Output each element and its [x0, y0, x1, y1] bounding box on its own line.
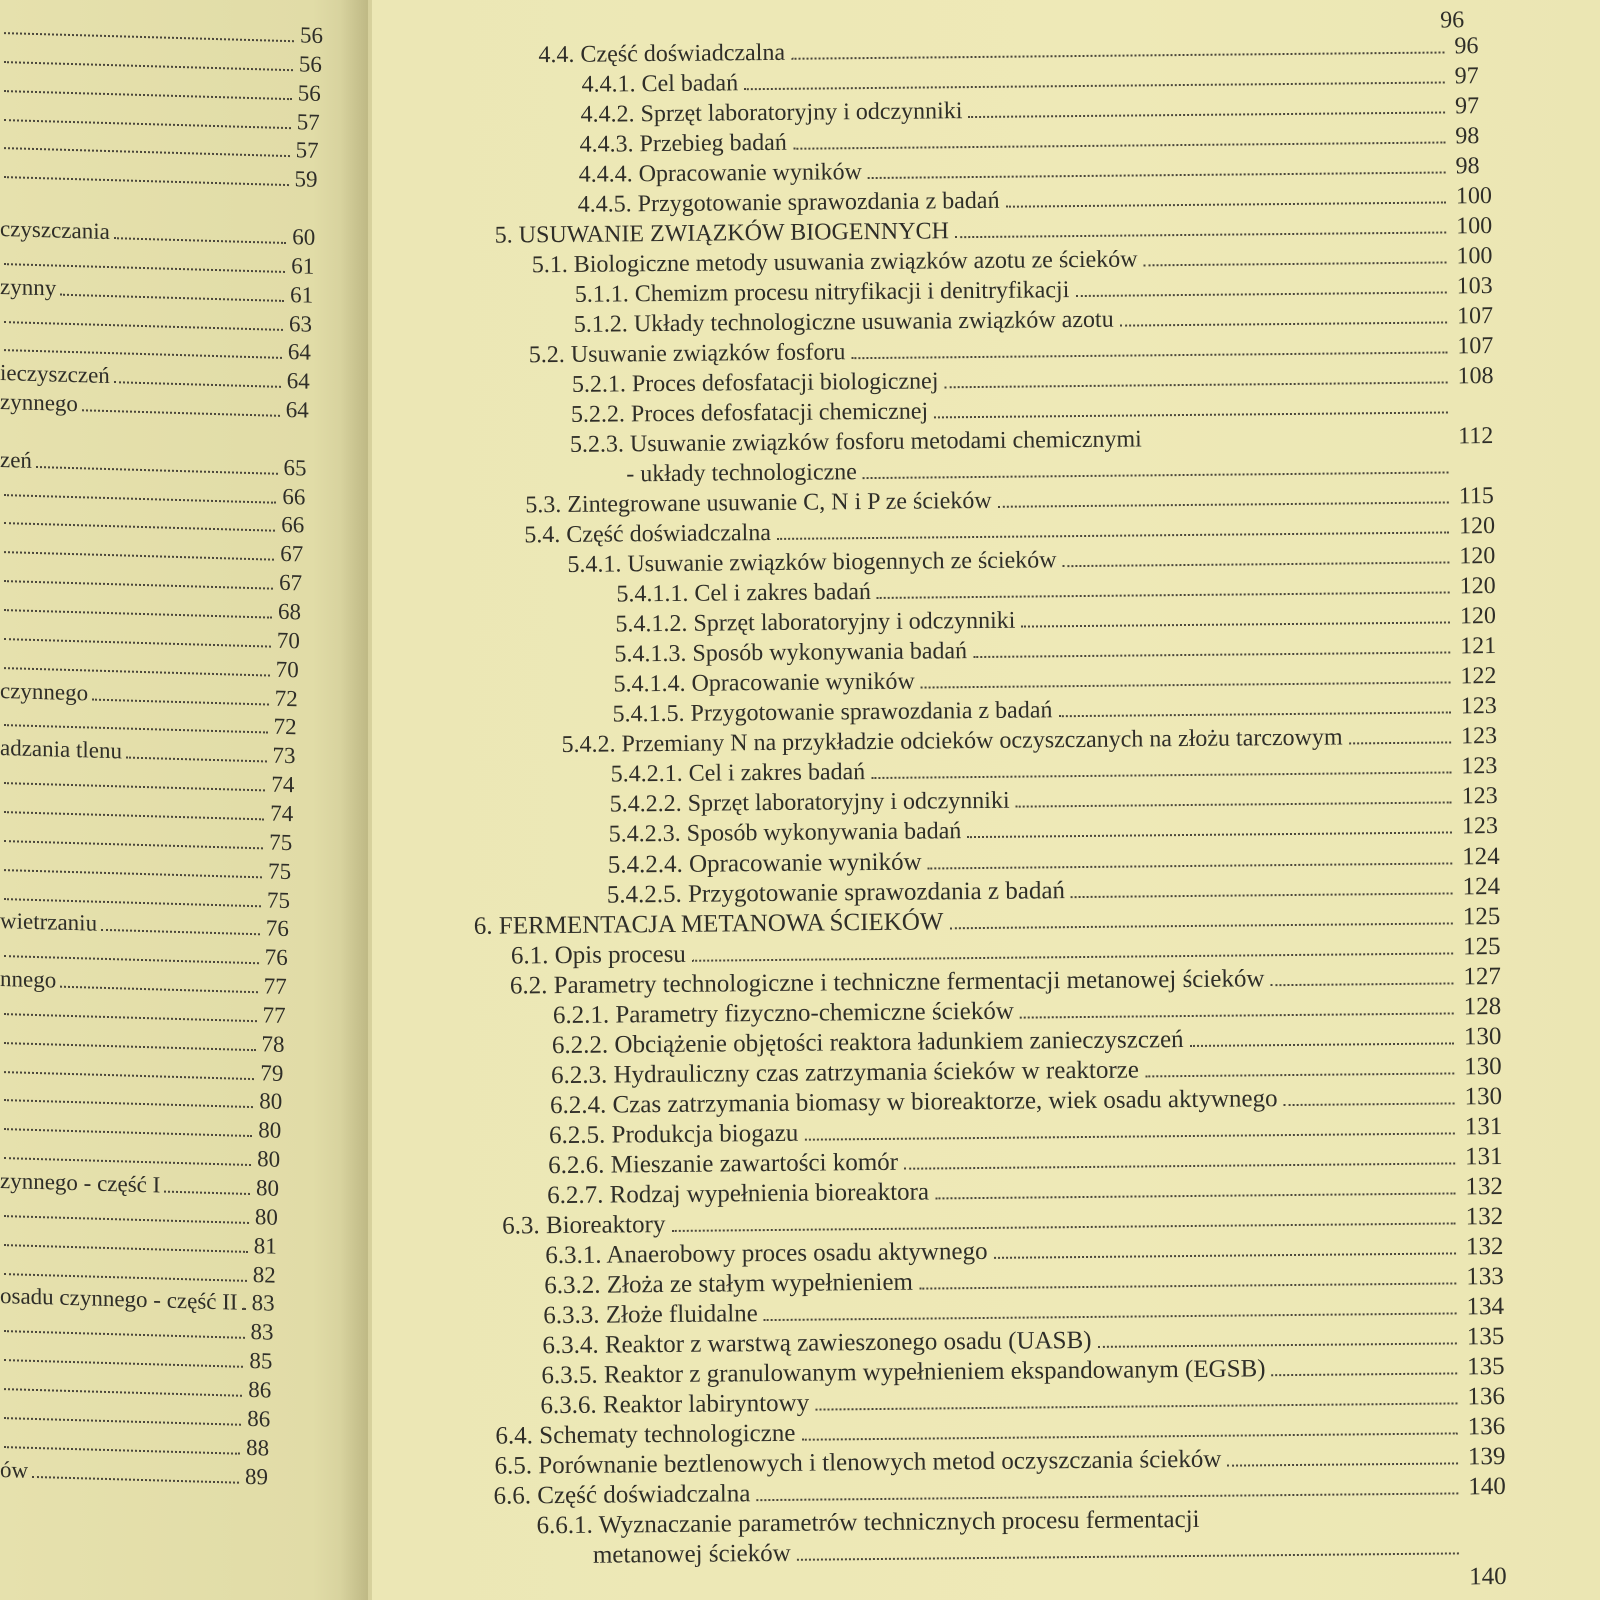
toc-entry-title: 5.4.2.4. Opracowanie wyników	[607, 848, 922, 879]
left-toc-row-label: wietrzaniu	[0, 908, 98, 937]
toc-entry-page-number: 136	[1467, 1382, 1506, 1411]
left-toc-row-label: osadu czynnego - część II	[0, 1283, 238, 1316]
dot-leader	[4, 1244, 248, 1253]
dot-leader	[4, 898, 261, 907]
left-toc-row-page	[293, 197, 333, 198]
toc-entry-title: 4.4.3. Przebieg badań	[579, 129, 787, 158]
left-toc-row-page: 56	[298, 51, 322, 77]
dot-leader	[969, 111, 1446, 118]
toc-entry-title: 6. FERMENTACJA METANOWA ŚCIEKÓW	[473, 908, 944, 940]
left-toc-row-page: 66	[282, 483, 306, 510]
toc-entry-title: 5.1.2. Układy technologiczne usuwania związków azotu	[573, 306, 1114, 338]
dot-leader	[851, 351, 1447, 359]
left-toc-row-label: adzania tlenu	[0, 735, 122, 764]
left-toc-row-page: 86	[248, 1376, 272, 1403]
dot-leader	[4, 263, 285, 273]
dot-leader	[4, 1215, 249, 1224]
left-toc-row-page: 70	[276, 627, 300, 654]
dot-leader	[242, 1308, 246, 1310]
dot-leader	[797, 1552, 1459, 1560]
dot-leader	[114, 237, 286, 244]
dot-leader	[4, 1417, 241, 1426]
toc-entry-page-number: 100	[1456, 243, 1493, 270]
dot-leader	[4, 955, 259, 964]
dot-leader	[164, 1191, 250, 1195]
toc-entry-title: 6.2.7. Rodzaj wypełnienia bioreaktora	[547, 1178, 930, 1210]
left-toc-row-page: 77	[263, 973, 287, 1000]
dot-leader	[692, 952, 1453, 961]
toc-entry-page-number: 131	[1464, 1142, 1503, 1171]
dot-leader	[101, 929, 260, 935]
toc-entry-title: 6.5. Porównanie beztlenowych i tlenowych metod oczyszczania ścieków	[494, 1445, 1222, 1480]
left-toc-row-page: 70	[275, 656, 299, 683]
left-toc-row-page: 86	[247, 1405, 271, 1432]
toc-entry-page-number: 120	[1459, 603, 1497, 630]
dot-leader	[868, 171, 1446, 179]
toc-entry-title: 5.4.1.5. Przygotowanie sprawozdania z badań	[612, 697, 1053, 728]
dot-leader	[921, 681, 1451, 688]
left-toc-row-label: ów	[0, 1456, 29, 1483]
toc-entry-title: 5.3. Zintegrowane usuwanie C, N i P ze ścieków	[525, 487, 992, 519]
dot-leader	[756, 1492, 1458, 1501]
toc-entry-page-number: 97	[1454, 63, 1479, 90]
toc-entry-page-number: 139	[1467, 1442, 1506, 1471]
toc-entry-title: 6.3. Bioreaktory	[502, 1211, 666, 1240]
dot-leader	[935, 1192, 1455, 1199]
toc-entry-continuation-text: metanowej ścieków	[592, 1539, 791, 1569]
dot-leader	[1120, 321, 1447, 326]
toc-entry-page-number: 133	[1466, 1262, 1504, 1291]
toc-entry-title: 4.4.4. Opracowanie wyników	[578, 159, 863, 188]
dot-leader	[777, 531, 1449, 539]
left-toc-row-page: 75	[269, 829, 293, 855]
dot-leader	[4, 321, 283, 331]
left-toc-row-label: ieczyszczeń	[0, 360, 110, 389]
left-toc-row-page: 78	[261, 1031, 285, 1057]
dot-leader	[804, 1132, 1454, 1140]
dot-leader	[82, 409, 280, 417]
left-toc-row-label: nnego	[0, 966, 57, 993]
dot-leader	[1016, 801, 1452, 807]
toc-entry-page-number: 132	[1465, 1202, 1504, 1231]
dot-leader	[4, 1128, 252, 1137]
toc-entry-title: 6.6. Część doświadczalna	[493, 1480, 751, 1510]
toc-entry-continuation-text: - układy technologiczne	[626, 459, 857, 488]
toc-entry-title: 6.2. Parametry technologiczne i techniczne fermentacji metanowej ścieków	[509, 965, 1265, 1000]
dot-leader	[928, 862, 1453, 869]
toc-entry-page-number: 136	[1467, 1412, 1506, 1441]
dot-leader	[1227, 1462, 1458, 1466]
dot-leader	[1071, 892, 1453, 898]
toc-entry-page-number: 112	[1458, 423, 1494, 450]
toc-entry-page-number: 123	[1461, 753, 1498, 780]
left-toc-row-page: 57	[296, 108, 320, 135]
toc-entry-page-number: 128	[1463, 992, 1502, 1021]
dot-leader	[863, 471, 1449, 479]
toc-entry-title: 5.4.2.5. Przygotowanie sprawozdania z badań	[606, 877, 1066, 909]
left-toc-row-page: 76	[264, 944, 288, 971]
left-toc-row-label: czyszczania	[0, 215, 110, 245]
dot-leader	[92, 698, 269, 705]
dot-leader	[1098, 1342, 1457, 1347]
toc-entry-page-number: 96	[1454, 33, 1479, 60]
dot-leader	[4, 1013, 257, 1022]
left-toc-row-page: 65	[283, 454, 307, 481]
left-toc-row-page	[285, 428, 325, 429]
dot-leader	[4, 1071, 254, 1080]
toc-entry-title: 6.1. Opis procesu	[510, 940, 686, 970]
left-toc-row-page: 72	[274, 685, 298, 711]
dot-leader	[4, 609, 272, 618]
toc-entry-title: 6.3.3. Złoże fluidalne	[543, 1300, 758, 1330]
dot-leader	[4, 667, 270, 676]
dot-leader	[4, 725, 268, 734]
toc-entry-page-number: 103	[1456, 273, 1493, 300]
dot-leader	[4, 176, 289, 186]
left-toc-row-page: 73	[272, 742, 296, 769]
left-toc-row-page: 81	[253, 1232, 277, 1259]
dot-leader	[1020, 1012, 1454, 1018]
dot-leader	[973, 651, 1450, 658]
toc-entry-page-number: 123	[1461, 813, 1499, 840]
left-toc-row-page: 56	[297, 80, 321, 106]
dot-leader	[904, 1162, 1455, 1169]
dot-leader	[114, 381, 281, 388]
dot-leader	[60, 986, 257, 994]
left-toc-row-label: zynnego	[0, 389, 78, 417]
dot-leader	[4, 119, 291, 129]
toc-entry-page-number: 100	[1455, 183, 1493, 210]
dot-leader	[32, 1475, 239, 1483]
left-toc-row-page: 63	[289, 310, 312, 337]
dot-leader	[791, 51, 1444, 59]
toc-entry-title: 6.2.6. Mieszanie zawartości komór	[548, 1148, 899, 1180]
toc-entry-page-number: 132	[1465, 1172, 1504, 1201]
dot-leader	[671, 1222, 1455, 1232]
left-toc-row-page: 64	[287, 339, 311, 366]
toc-entry-title: 6.2.3. Hydrauliczny czas zatrzymania ścieków w reaktorze	[550, 1056, 1140, 1090]
dot-leader	[4, 494, 276, 504]
left-toc-row-label: czynnego	[0, 677, 89, 706]
dot-leader	[1284, 1102, 1455, 1106]
toc-entry-title: 5.2.1. Proces defosfatacji biologicznej	[571, 368, 939, 398]
dot-leader	[4, 349, 282, 359]
dot-leader	[4, 32, 294, 42]
toc-entry-page-number: 123	[1460, 693, 1497, 720]
toc-entry-title: 5.4.1.2. Sprzęt laboratoryjny i odczynniki	[615, 607, 1016, 638]
toc-entry-page-number: 98	[1455, 153, 1480, 180]
toc-entry-page-number: 107	[1457, 333, 1494, 360]
toc-entry-page-number: 131	[1464, 1112, 1503, 1141]
left-toc-row-page: 74	[271, 771, 295, 798]
dot-leader	[60, 293, 284, 301]
dot-leader	[955, 231, 1446, 238]
toc-entry-title: 6.2.1. Parametry fizyczno-chemiczne ścieków	[552, 997, 1014, 1030]
toc-entry-title: 4.4. Część doświadczalna	[538, 39, 786, 69]
left-toc-row-page: 75	[268, 858, 292, 884]
toc-entry-page-number: 130	[1464, 1052, 1502, 1081]
left-toc-row-page: 80	[257, 1146, 281, 1172]
dot-leader	[1063, 561, 1450, 567]
left-toc-row-page: 72	[273, 714, 297, 740]
toc-entry-title: 5.4.1.4. Opracowanie wyników	[613, 668, 915, 698]
toc-entry-title: 4.4.1. Cel badań	[581, 70, 739, 98]
dot-leader	[1272, 1372, 1458, 1376]
toc-entry-page-number: 120	[1458, 513, 1496, 540]
toc-entry-title: 5.2. Usuwanie związków fosforu	[528, 339, 846, 369]
dot-leader	[4, 61, 293, 71]
dot-leader	[764, 1312, 1457, 1321]
left-toc-row-page: 80	[259, 1088, 283, 1115]
toc-entry-page-number: 130	[1464, 1082, 1503, 1111]
dot-leader	[1058, 711, 1450, 717]
left-toc-row-page: 89	[245, 1463, 268, 1489]
left-toc-row-page: 66	[281, 512, 305, 538]
dot-leader	[1144, 261, 1447, 266]
dot-leader	[998, 501, 1449, 507]
toc-entry-title: 5.1.1. Chemizm procesu nitryfikacji i denitryfikacji	[574, 277, 1070, 308]
toc-entry-page-number: 140	[1469, 1562, 1507, 1591]
toc-entry-page-number: 123	[1460, 723, 1498, 750]
dot-leader	[919, 1282, 1456, 1289]
left-toc-row-page: 74	[270, 800, 294, 827]
dot-leader	[1270, 982, 1453, 986]
dot-leader	[949, 922, 1452, 929]
toc-entry-title: 5.4. Część doświadczalna	[524, 519, 772, 549]
toc-entry-page-number: 98	[1455, 123, 1480, 150]
toc-entry-title: 6.4. Schematy technologiczne	[495, 1419, 796, 1450]
toc-entry-title: 6.3.6. Reaktor labiryntowy	[540, 1389, 810, 1420]
toc-entry-page-number: 134	[1466, 1292, 1505, 1321]
toc-entry-page-number: 121	[1460, 633, 1497, 660]
toc-entry-page-number: 120	[1459, 573, 1496, 600]
toc-entry-title: 5.4.2. Przemiany N na przykładzie odcieków oczyszczanych na złożu tarczowym	[561, 724, 1343, 759]
toc-entry-page-number: 124	[1462, 843, 1500, 871]
left-toc-row-page: 59	[294, 166, 318, 193]
left-toc-row-label: zynnego - część I	[0, 1168, 161, 1198]
toc-entry-page-number: 135	[1466, 1322, 1505, 1351]
left-toc-row-page: 60	[292, 224, 316, 250]
toc-entry-page-number: 127	[1463, 962, 1501, 991]
dot-leader	[4, 1042, 256, 1051]
left-toc-row-page: 61	[290, 281, 314, 308]
toc-entry-title: 5.4.2.3. Sposób wykonywania badań	[608, 818, 962, 848]
toc-entry-title: 4.4.2. Sprzęt laboratoryjny i odczynniki	[580, 98, 963, 128]
left-toc-row-page: 56	[300, 22, 323, 49]
dot-leader	[744, 81, 1445, 90]
left-toc-row-page: 77	[262, 1002, 286, 1028]
toc-top-page-number: 96	[1440, 7, 1465, 34]
left-toc-row-label: zeń	[0, 446, 32, 473]
dot-leader	[877, 591, 1450, 598]
left-page	[0, 0, 368, 1600]
toc-entry-title: 6.3.5. Reaktor z granulowanym wypełnieniem ekspandowanym (EGSB)	[541, 1355, 1266, 1390]
right-page	[372, 0, 1600, 1600]
left-toc-row-page: 80	[256, 1175, 279, 1201]
dot-leader	[944, 381, 1447, 388]
toc-entry-title: 6.2.5. Produkcja biogazu	[548, 1119, 799, 1150]
toc-entry-page-number: 100	[1456, 213, 1493, 240]
dot-leader	[815, 1402, 1457, 1410]
left-toc-row-page: 57	[295, 137, 319, 164]
toc-entry-page-number: 135	[1466, 1352, 1505, 1381]
left-toc-row-page: 67	[279, 569, 303, 596]
dot-leader	[4, 1330, 245, 1339]
dot-leader	[4, 869, 262, 878]
left-toc-row-page: 83	[250, 1319, 274, 1345]
toc-entry-page-number: 124	[1462, 873, 1501, 901]
dot-leader	[4, 811, 264, 820]
toc-entry-title: 5.2.3. Usuwanie związków fosforu metodami chemicznymi	[569, 426, 1142, 458]
toc-entry-title: 6.2.4. Czas zatrzymania biomasy w bioreaktorze, wiek osadu aktywnego	[549, 1085, 1278, 1120]
dot-leader	[4, 1446, 240, 1455]
toc-entry-page-number: 122	[1460, 663, 1497, 690]
toc-entry-title: 6.3.2. Złoża ze stałym wypełnieniem	[544, 1268, 914, 1300]
toc-entry-page-number: 125	[1462, 932, 1501, 961]
toc-entry-page-number: 120	[1459, 543, 1496, 570]
toc-entry-title: 5.4.2.1. Cel i zakres badań	[610, 759, 866, 788]
toc-entry-page-number: 130	[1463, 1022, 1502, 1051]
toc-entry-title: 6.2.2. Obciążenie objętości reaktora ładunkiem zanieczyszczeń	[551, 1026, 1184, 1060]
dot-leader	[4, 782, 265, 791]
left-toc-row-page: 80	[258, 1117, 282, 1144]
dot-leader	[967, 831, 1452, 838]
dot-leader	[4, 580, 273, 590]
left-page-toc	[0, 0, 368, 1600]
left-toc-row-page: 68	[278, 598, 301, 625]
toc-entry-page-number: 97	[1454, 93, 1480, 120]
table-of-contents	[372, 0, 1600, 1600]
left-toc-row-page: 76	[265, 915, 289, 942]
toc-entry-page-number: 123	[1461, 783, 1498, 810]
dot-leader	[4, 90, 292, 100]
toc-entry-title: 5.4.2.2. Sprzęt laboratoryjny i odczynniki	[609, 787, 1010, 818]
left-toc-row-page: 64	[285, 397, 309, 423]
left-toc-row-page: 75	[267, 886, 290, 913]
dot-leader	[4, 1388, 242, 1397]
toc-entry-page-number: 108	[1457, 363, 1494, 390]
toc-entry-page-number: 125	[1462, 902, 1501, 931]
toc-entry-title: 5.4.1.1. Cel i zakres badań	[616, 579, 872, 608]
dot-leader	[1349, 741, 1451, 744]
dot-leader	[4, 551, 274, 561]
dot-leader	[934, 411, 1448, 418]
dot-leader	[793, 141, 1445, 149]
toc-entry-title: 6.3.4. Reaktor z warstwą zawieszonego osadu (UASB)	[542, 1326, 1092, 1360]
dot-leader	[4, 1359, 243, 1368]
toc-entry-title: 5. USUWANIE ZWIĄZKÓW BIOGENNYCH	[494, 218, 949, 249]
dot-leader	[994, 1252, 1456, 1258]
left-toc-row-page: 80	[254, 1203, 278, 1230]
dot-leader	[4, 840, 263, 849]
dot-leader	[1006, 201, 1446, 207]
dot-leader	[1075, 291, 1446, 297]
dot-leader	[871, 771, 1451, 779]
dot-leader	[1021, 621, 1450, 627]
left-toc-row-page: 88	[246, 1434, 270, 1461]
left-toc-row-page: 82	[252, 1261, 276, 1288]
toc-entry-title: 5.4.1.3. Sposób wykonywania badań	[614, 638, 968, 668]
dot-leader	[36, 466, 278, 475]
left-toc-row-page: 61	[291, 252, 315, 279]
left-toc-row-page: 83	[251, 1290, 275, 1317]
toc-entry-page-number: 115	[1458, 483, 1494, 510]
left-toc-row-page: 85	[249, 1348, 273, 1374]
toc-entry-title: 6.6.1. Wyznaczanie parametrów technicznych procesu fermentacji	[536, 1505, 1200, 1540]
dot-leader	[4, 638, 271, 647]
toc-entry-title: 5.2.2. Proces defosfatacji chemicznej	[570, 398, 929, 428]
toc-entry-title: 6.3.1. Anaerobowy proces osadu aktywnego	[545, 1237, 988, 1270]
left-toc-row-label: zynny	[0, 273, 57, 301]
dot-leader	[4, 1157, 251, 1166]
dot-leader	[4, 148, 290, 158]
toc-entry-page-number: 140	[1468, 1472, 1506, 1501]
toc-entry-page-number: 107	[1456, 303, 1494, 330]
toc-entry-title: 5.1. Biologiczne metody usuwania związków azotu ze ścieków	[531, 246, 1138, 279]
toc-entry-page-number: 132	[1465, 1232, 1504, 1261]
dot-leader	[1145, 1072, 1454, 1077]
dot-leader	[4, 1100, 253, 1109]
dot-leader	[801, 1432, 1457, 1440]
left-toc-row-page: 79	[260, 1059, 284, 1086]
dot-leader	[4, 523, 275, 533]
toc-entry-title: 4.4.5. Przygotowanie sprawozdania z badań	[577, 187, 1000, 218]
left-toc-row-page: 67	[280, 541, 304, 567]
left-toc-row-page: 64	[286, 368, 310, 394]
toc-entry-title: 5.4.1. Usuwanie związków biogennych ze ścieków	[567, 547, 1057, 578]
dot-leader	[126, 757, 267, 763]
dot-leader	[1190, 1042, 1454, 1047]
dot-leader	[4, 1273, 247, 1282]
